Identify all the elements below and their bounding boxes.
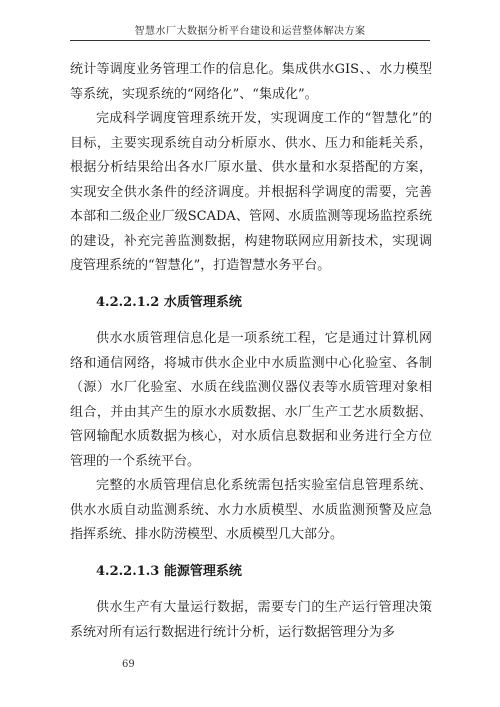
paragraph-continuation: 统计等调度业务管理工作的信息化。集成供水GIS、、水力模型等系统，实现系统的“网络化”、“集成化”。 bbox=[70, 62, 432, 102]
page-number: 69 bbox=[122, 659, 135, 670]
spacer bbox=[70, 315, 432, 327]
paragraph-dispatch-management: 完成科学调度管理系统开发，实现调度工作的“智慧化”的目标，主要实现系统自动分析原水、供水、压力和能耗关系，根据分析结果给出各水厂原水量、供水量和水泵搭配的方案，实现安全供水条件的经济调度。并根据科学调度的需要，完善本部和二级企业厂级SCADA、管网、水质监测等现场监控系统的建设，补充完善监测数据，构建物联网应用新技术，实现调度管理系统的“智慧化”，打造智慧水务平台。 bbox=[70, 111, 432, 273]
spacer bbox=[70, 279, 432, 291]
document-body bbox=[70, 58, 432, 645]
paragraph-energy-intro: 供水生产有大量运行数据，需要专门的生产运行管理决策系统对所有运行数据进行统计分析，运行数据管理分为多 bbox=[70, 600, 432, 640]
section-heading-water-quality: 4.2.2.1.2 水质管理系统 bbox=[96, 294, 242, 310]
paragraph-water-quality-intro: 供水水质管理信息化是一项系统工程，它是通过计算机网络和通信网络，将城市供水企业中水质监测中心化验室、各制（源）水厂化验室、水质在线监测仪器仪表等水质管理对象相组合，并由其产生的原水水质数据、水厂生产工艺水质数据、管网输配水质数据为核心，对水质信息数据和业务进行全方位管理的一个系统平台。 bbox=[70, 331, 432, 469]
spacer bbox=[70, 548, 432, 560]
section-heading-energy: 4.2.2.1.3 能源管理系统 bbox=[96, 563, 242, 579]
header-rule bbox=[70, 40, 430, 41]
spacer bbox=[70, 584, 432, 596]
running-header: 智慧水厂大数据分析平台建设和运营整体解决方案 bbox=[134, 26, 366, 37]
paragraph-water-quality-components: 完整的水质管理信息化系统需包括实验室信息管理系统、供水水质自动监测系统、水力水质模型、水质监测预警及应急指挥系统、排水防涝模型、水质模型几大部分。 bbox=[70, 478, 432, 542]
